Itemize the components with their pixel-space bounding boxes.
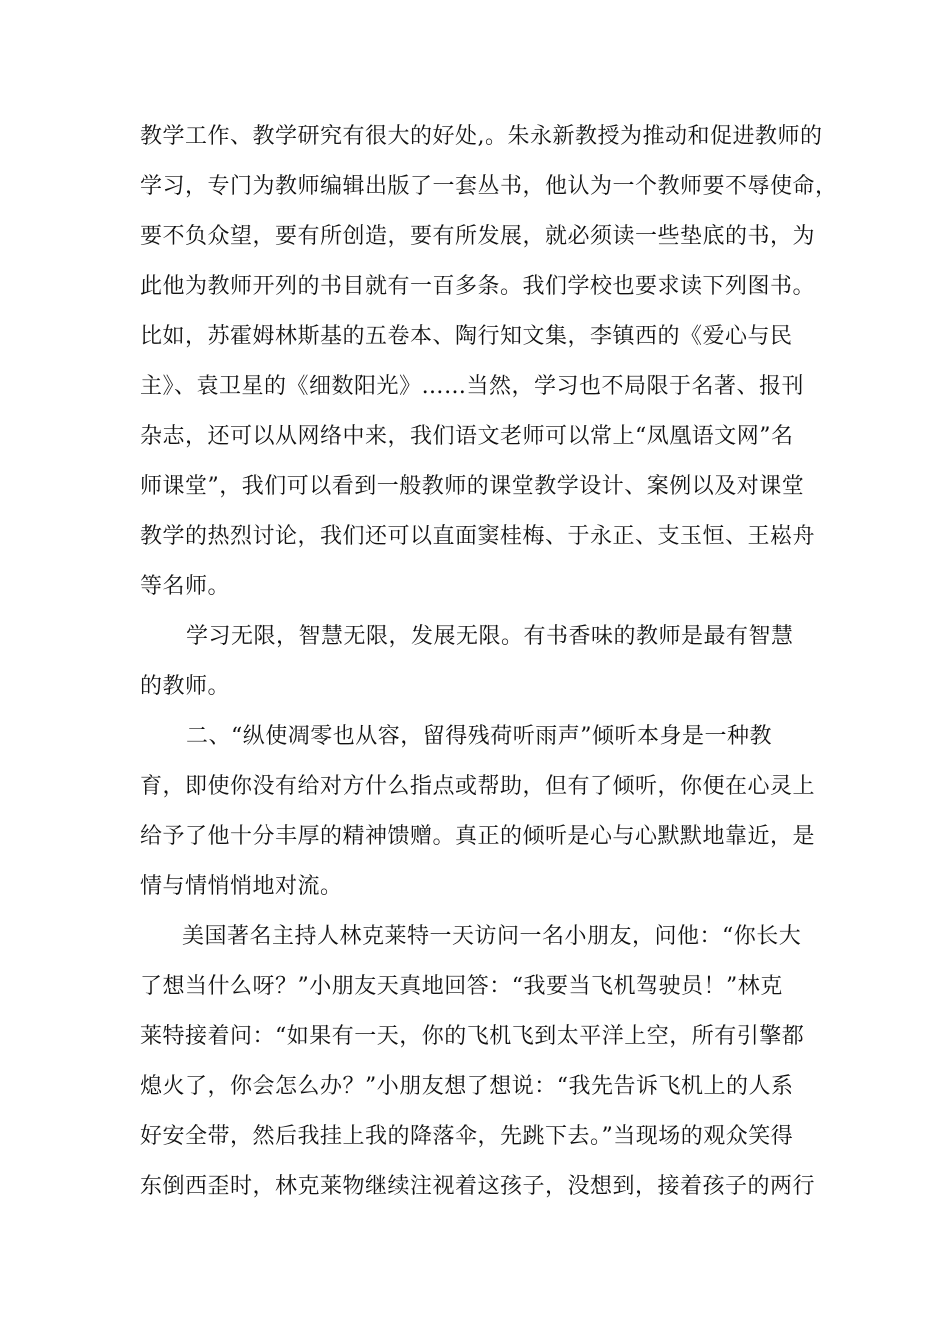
text-line: 熄火了，你会怎么办？”小朋友想了想说：“我先告诉飞机上的人系 bbox=[140, 1074, 794, 1099]
text-line: 的教师。 bbox=[140, 674, 231, 699]
text-line: 莱特接着问：“如果有一天，你的飞机飞到太平洋上空，所有引擎都 bbox=[140, 1024, 805, 1049]
text-line: 师课堂”，我们可以看到一般教师的课堂教学设计、案例以及对课堂 bbox=[140, 474, 805, 499]
text-line: 情与情悄悄地对流。 bbox=[140, 874, 343, 899]
text-line: 杂志，还可以从网络中来，我们语文老师可以常上“凤凰语文网”名 bbox=[140, 424, 794, 449]
text-line: 好安全带，然后我挂上我的降落伞，先跳下去。”当现场的观众笑得 bbox=[140, 1124, 794, 1149]
text-line: 教学工作、教学研究有很大的好处,。朱永新教授为推动和促进教师的 bbox=[140, 124, 823, 149]
text-line: 育，即使你没有给对方什么指点或帮助，但有了倾听，你便在心灵上 bbox=[140, 774, 816, 799]
text-line: 要不负众望，要有所创造，要有所发展，就必须读一些垫底的书，为 bbox=[140, 224, 816, 249]
text-line: 学习无限，智慧无限，发展无限。有书香味的教师是最有智慧 bbox=[186, 624, 794, 649]
text-line: 教学的热烈讨论，我们还可以直面窦桂梅、于永正、支玉恒、王崧舟 bbox=[140, 524, 816, 549]
text-line: 东倒西歪时，林克莱物继续注视着这孩子，没想到，接着孩子的两行 bbox=[140, 1174, 816, 1199]
text-line: 学习，专门为教师编辑出版了一套丛书，他认为一个教师要不辱使命， bbox=[140, 174, 838, 199]
text-line: 比如，苏霍姆林斯基的五卷本、陶行知文集，李镇西的《爱心与民 bbox=[140, 324, 793, 349]
text-line: 等名师。 bbox=[140, 574, 231, 599]
text-line: 了想当什么呀？”小朋友天真地回答：“我要当飞机驾驶员！”林克 bbox=[140, 974, 783, 999]
text-line: 主》、袁卫星的《细数阳光》……当然，学习也不局限于名著、报刊 bbox=[140, 374, 805, 399]
text-line: 给予了他十分丰厚的精神馈赠。真正的倾听是心与心默默地靠近，是 bbox=[140, 824, 816, 849]
text-line: 此他为教师开列的书目就有一百多条。我们学校也要求读下列图书。 bbox=[140, 274, 816, 299]
text-line: 二、“纵使凋零也从容，留得残荷听雨声”倾听本身是一种教 bbox=[186, 724, 772, 749]
text-line: 美国著名主持人林克莱特一天访问一名小朋友，问他：“你长大 bbox=[182, 924, 802, 949]
